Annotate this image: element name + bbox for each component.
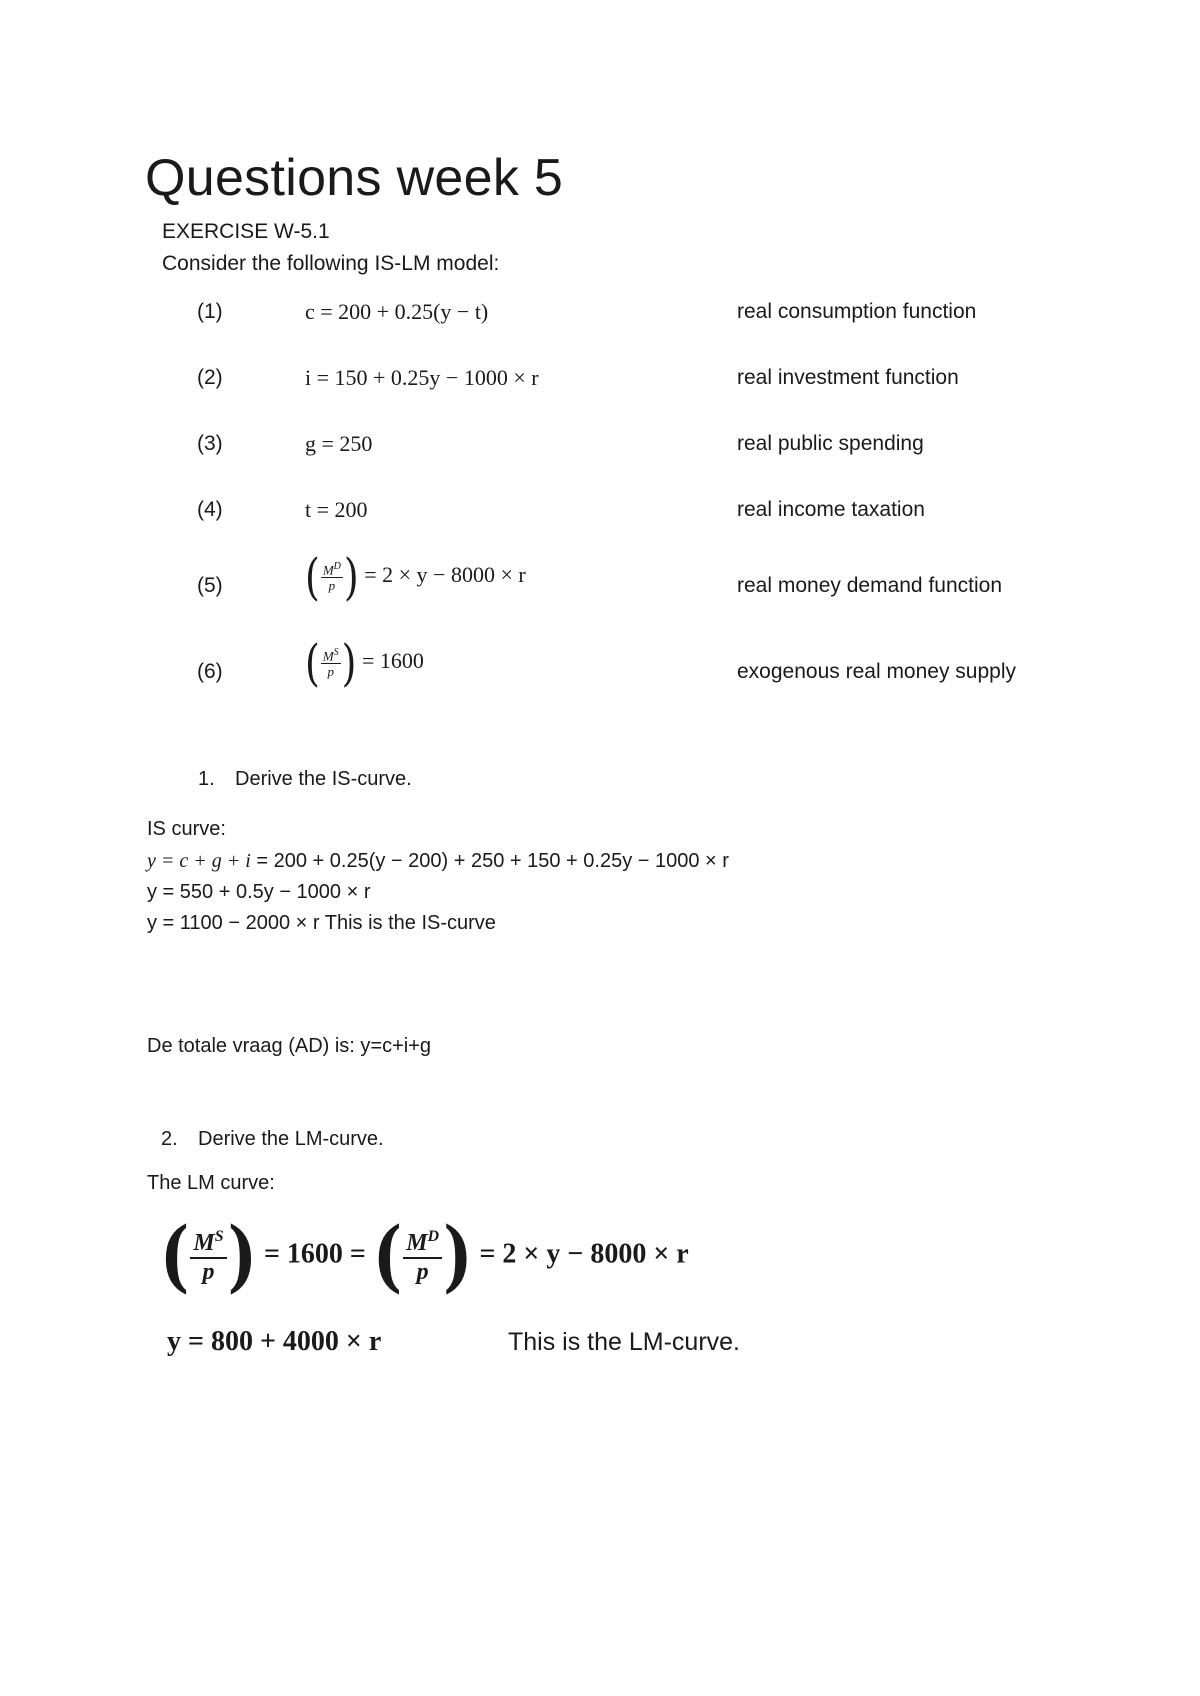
question-2-text: Derive the LM-curve. bbox=[198, 1128, 384, 1150]
equation-description: real consumption function bbox=[737, 300, 977, 323]
equation-number: (1) bbox=[197, 300, 223, 323]
lm-equation: ( $M^S$ p ) = 1600 = ( $M^D$ p ) = 2 × y − 8000 × r bbox=[160, 1209, 689, 1301]
equation-description: real income taxation bbox=[737, 498, 925, 521]
equation-number: (6) bbox=[197, 660, 223, 683]
equation-description: real investment function bbox=[737, 366, 959, 389]
equation-description: real money demand function bbox=[737, 574, 1002, 597]
equation-number: (4) bbox=[197, 498, 223, 521]
equation-number: (2) bbox=[197, 366, 223, 389]
exercise-heading: EXERCISE W-5.1 bbox=[162, 220, 330, 243]
aggregate-demand-note: De totale vraag (AD) is: y=c+i+g bbox=[147, 1035, 432, 1057]
question-number: 2. bbox=[161, 1128, 178, 1150]
exercise-intro: Consider the following IS-LM model: bbox=[162, 252, 500, 275]
equation-number: (5) bbox=[197, 574, 223, 597]
equation-investment: i = 150 + 0.25y − 1000 × r bbox=[305, 365, 539, 390]
question-number: 1. bbox=[198, 768, 215, 790]
lm-curve-result: y = 800 + 4000 × r bbox=[167, 1326, 382, 1357]
lm-curve-note: This is the LM-curve. bbox=[508, 1328, 741, 1356]
page-title: Questions week 5 bbox=[145, 149, 564, 207]
equation-description: exogenous real money supply bbox=[737, 660, 1017, 683]
is-derivation-line-2: y = 550 + 0.5y − 1000 × r bbox=[147, 881, 371, 903]
is-curve-label: IS curve: bbox=[147, 818, 226, 840]
is-derivation-line-3: y = 1100 − 2000 × r This is the IS-curve bbox=[147, 912, 496, 934]
equation-description: real public spending bbox=[737, 432, 924, 455]
equation-public-spending: g = 250 bbox=[305, 431, 373, 456]
question-1-text: Derive the IS-curve. bbox=[235, 768, 412, 790]
equation-number: (3) bbox=[197, 432, 223, 455]
equation-taxation: t = 200 bbox=[305, 497, 368, 522]
equation-money-supply: ( $M^S$ p ) = 1600 bbox=[305, 634, 424, 692]
equation-money-demand: ( $M^D$ p ) = 2 × y − 8000 × r bbox=[305, 548, 526, 606]
equation-consumption: c = 200 + 0.25(y − t) bbox=[305, 299, 489, 324]
lm-curve-label: The LM curve: bbox=[147, 1172, 275, 1194]
is-derivation-line-1: y = c + g + i = 200 + 0.25(y − 200) + 250 + 150 + 0.25y − 1000 × r bbox=[147, 850, 729, 872]
